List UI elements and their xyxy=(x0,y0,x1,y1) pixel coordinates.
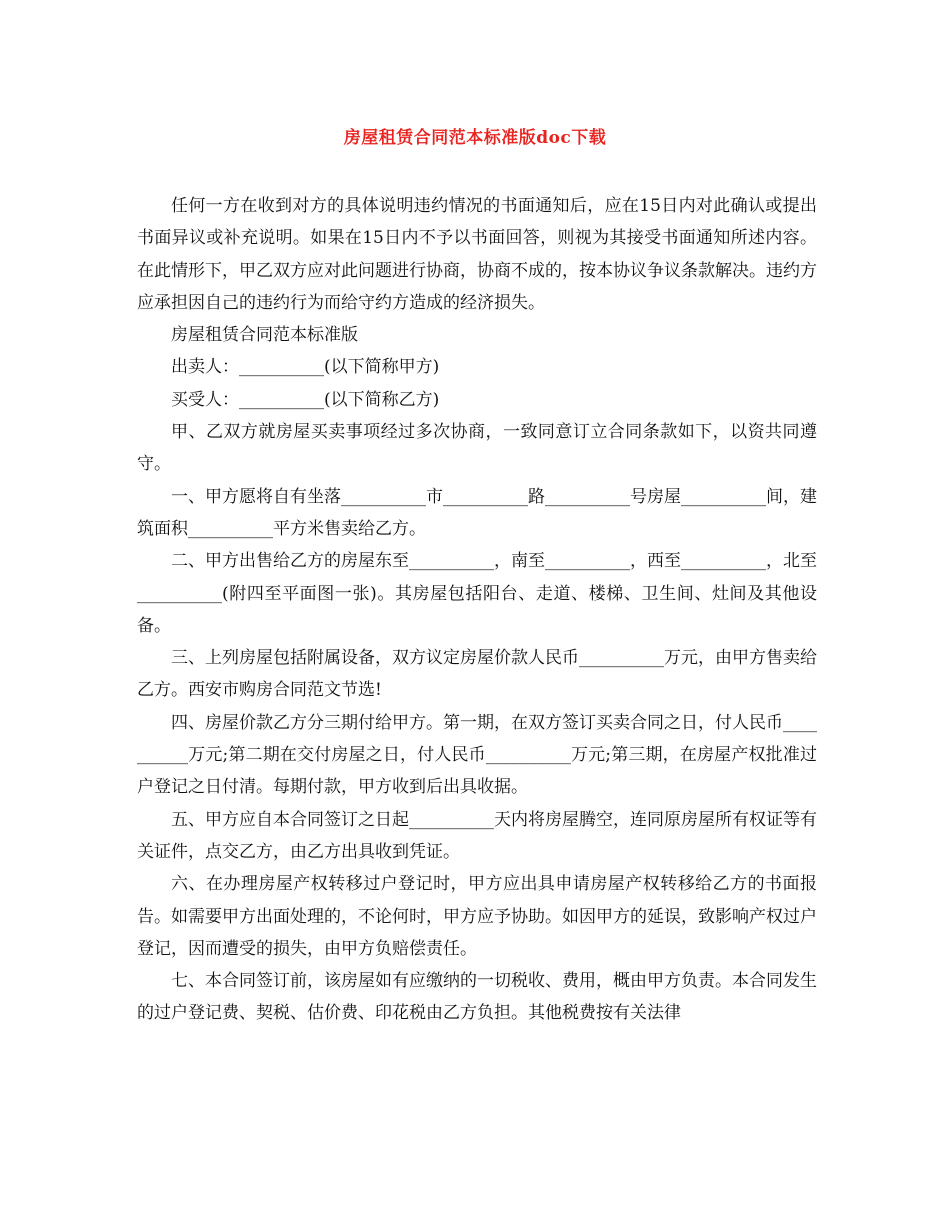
paragraph-clause-3: 三、上列房屋包括附属设备，双方议定房屋价款人民币__________万元，由甲方售卖给乙方。西安市购房合同范文节选! xyxy=(137,648,817,701)
paragraph-clause-2: 二、甲方出售给乙方的房屋东至__________，南至__________，西至__________，北至__________(附四至平面图一张)。其房屋包括阳台、走道、楼梯、卫生间、灶间及其他设备。 xyxy=(137,551,817,636)
document-title: 房屋租赁合同范本标准版doc下载 xyxy=(343,128,607,148)
paragraph-clause-6: 六、在办理房屋产权转移过户登记时，甲方应出具申请房屋产权转移给乙方的书面报告。如需要甲方出面处理的，不论何时，甲方应予协助。如因甲方的延误，致影响产权过户登记，因而遭受的损失，由甲方负赔偿责任。 xyxy=(137,874,817,959)
document-body xyxy=(137,190,817,1030)
paragraph-clause-4: 四、房屋价款乙方分三期付给甲方。第一期，在双方签订买卖合同之日，付人民币__________万元;第二期在交付房屋之日，付人民币__________万元;第三期，在房屋产权批准过户登记之日付清。每期付款，甲方收到后出具收据。 xyxy=(137,712,817,798)
paragraph-breach-notice: 任何一方在收到对方的具体说明违约情况的书面通知后，应在15日内对此确认或提出书面异议或补充说明。如果在15日内不予以书面回答，则视为其接受书面通知所述内容。在此情形下，甲乙双方应对此问题进行协商，协商不成的，按本协议争议条款解决。违约方应承担因自己的违约行为而给守约方造成的经济损失。 xyxy=(137,196,817,313)
paragraph-clause-5: 五、甲方应自本合同签订之日起__________天内将房屋腾空，连同原房屋所有权证等有关证件，点交乙方，由乙方出具收到凭证。 xyxy=(137,809,817,862)
paragraph-preamble: 甲、乙双方就房屋买卖事项经过多次协商，一致同意订立合同条款如下，以资共同遵守。 xyxy=(137,422,817,475)
paragraph-clause-7: 七、本合同签订前，该房屋如有应缴纳的一切税收、费用，概由甲方负责。本合同发生的过户登记费、契税、估价费、印花税由乙方负担。其他税费按有关法律 xyxy=(137,971,817,1024)
paragraph-seller: 出卖人：__________(以下简称甲方) xyxy=(171,357,440,378)
paragraph-buyer: 买受人：__________(以下简称乙方) xyxy=(171,389,440,410)
paragraph-clause-1: 一、甲方愿将自有坐落__________市__________路__________号房屋__________间，建筑面积__________平方米售卖给乙方。 xyxy=(137,486,817,539)
paragraph-subtitle: 房屋租赁合同范本标准版 xyxy=(171,325,358,346)
